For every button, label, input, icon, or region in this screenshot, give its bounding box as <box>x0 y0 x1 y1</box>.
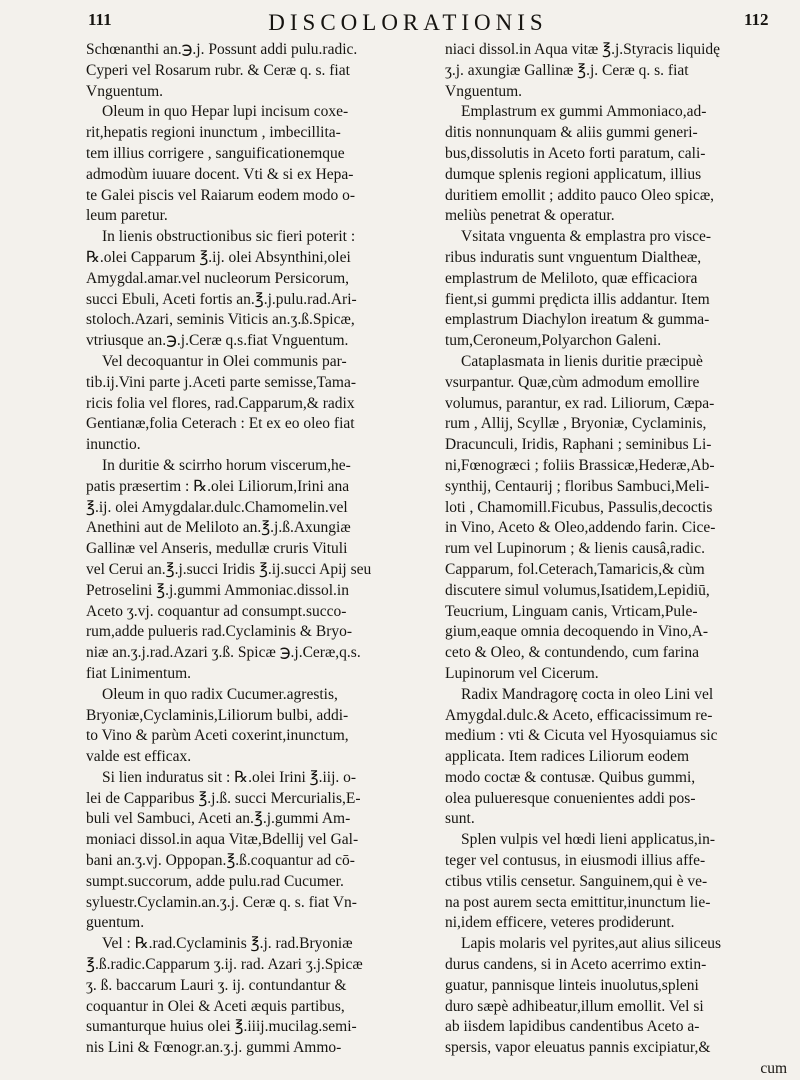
text-line: Oleum in quo Hepar lupi incisum coxe- <box>102 103 349 121</box>
text-line: medium : vti & Cicuta vel Hyosquiamus sic <box>445 727 718 745</box>
text-line: ℥.ß.radic.Capparum ʒ.ij. rad. Azari ʒ.j.Spicæ <box>86 956 363 974</box>
text-line: ditis nonnunquam & aliis gummi generi- <box>445 124 698 142</box>
text-line: lei de Capparibus ℥.j.ß. succi Mercurialis,E- <box>86 789 361 807</box>
text-line: Lapis molaris vel pyrites,aut alius siliceus <box>461 935 722 953</box>
text-line: ab iisdem lapidibus candentibus Aceto a- <box>445 1018 700 1036</box>
text-line: In lienis obstructionibus sic fieri poterit : <box>102 228 356 246</box>
text-line: Capparum, fol.Ceterach,Tamaricis,& cùm <box>445 560 705 578</box>
text-line: nis Lini & Fœnogr.an.ʒ.j. gummi Ammo- <box>86 1039 342 1057</box>
text-line: inunctio. <box>86 436 141 454</box>
text-line: Teucrium, Linguam canis, Vrticam,Pule- <box>445 602 698 620</box>
text-line: rum,adde pulueris rad.Cyclaminis & Bryo- <box>86 623 353 641</box>
folio-right: 112 <box>744 10 769 29</box>
text-line: In duritie & scirrho horum viscerum,he- <box>102 456 351 474</box>
running-title: DISCOLORATIONIS <box>268 10 548 35</box>
text-line: dumque splenis regioni applicatum, illius <box>445 165 702 183</box>
text-line: Anethini aut de Meliloto an.℥.j.ß.Axungiæ <box>86 519 351 537</box>
text-line: Vsitata vnguenta & emplastra pro visce- <box>461 228 712 246</box>
text-line: Cyperi vel Rosarum rubr. & Ceræ q. s. fiat <box>86 61 350 79</box>
text-line: fiat Linimentum. <box>86 664 192 682</box>
text-line: Dracunculi, Iridis, Raphani ; seminibus Li- <box>445 436 712 454</box>
text-line: ctibus vtilis censetur. Sanguinem,qui è ve- <box>445 872 708 890</box>
text-line: ricis folia vel flores, rad.Capparum,& radix <box>86 394 355 412</box>
text-line: duritiem emollit ; addito pauco Oleo spicæ, <box>445 186 715 204</box>
text-line: ni,idem efficere, veteres prodiderunt. <box>445 914 675 932</box>
text-line: coquantur in Olei & Aceti æquis partibus, <box>86 997 345 1015</box>
text-line: durus candens, si in Aceto acerrimo extin- <box>445 956 707 974</box>
text-line: Amygdal.dulc.& Aceto, efficacissimum re- <box>445 706 713 724</box>
text-line: ʒ. ß. baccarum Lauri ʒ. ij. contundantur & <box>86 976 347 994</box>
text-line: Schœnanthi an.℈.j. Possunt addi pulu.radic. <box>86 41 358 58</box>
text-line: bus,dissolutis in Aceto forti paratum, cali- <box>445 144 706 162</box>
text-line: Oleum in quo radix Cucumer.agrestis, <box>102 685 338 703</box>
text-line: olea pulueresque conuenientes addi pos- <box>445 789 696 807</box>
text-line: admodùm iuuare docent. Vti & si ex Hepa- <box>86 165 354 183</box>
text-line: rit,hepatis regioni inunctum , imbecillita- <box>86 124 341 142</box>
text-line: patis præsertim : ℞.olei Liliorum,Irini ana <box>86 477 350 495</box>
text-line: Emplastrum ex gummi Ammoniaco,ad- <box>461 103 707 121</box>
text-line: modo coctæ & contusæ. Quibus gummi, <box>445 768 696 786</box>
text-line: succi Ebuli, Aceti fortis an.℥.j.pulu.rad.Ari- <box>86 290 357 308</box>
text-line: ribus induratis sunt vnguentum Dialtheæ, <box>445 248 702 266</box>
text-line: guatur, pannisque linteis inuolutus,spleni <box>445 976 699 994</box>
text-line: Vel : ℞.rad.Cyclaminis ℥.j. rad.Bryoniæ <box>102 935 353 953</box>
text-line: valde est efficax. <box>86 748 192 766</box>
text-line: tem illius corrigere , sanguificationemque <box>86 144 345 162</box>
text-line: rum , Allij, Scyllæ , Bryoniæ, Cyclaminis, <box>445 415 707 433</box>
text-line: emplastrum Diachylon ireatum & gumma- <box>445 311 710 329</box>
text-line: Amygdal.amar.vel nucleorum Persicorum, <box>86 269 350 287</box>
text-line: emplastrum de Meliloto, quæ efficaciora <box>445 269 698 287</box>
text-line: Petroselini ℥.j.gummi Ammoniac.dissol.in <box>86 581 349 599</box>
text-line: sumpt.succorum, adde pulu.rad Cucumer. <box>86 872 344 890</box>
text-line: Vnguentum. <box>445 82 523 100</box>
text-line: Lupinorum vel Cicerum. <box>445 664 599 682</box>
text-line: vtriusque an.℈.j.Ceræ q.s.fiat Vnguentum. <box>86 332 349 350</box>
folio-left: 111 <box>88 10 112 29</box>
text-line: Aceto ʒ.vj. coquantur ad consumpt.succo- <box>86 602 347 620</box>
text-line: ceto & Oleo, & contundendo, cum farina <box>445 644 699 662</box>
text-line: vel Cerui an.℥.j.succi Iridis ℥.ij.succi Apij seu <box>86 560 372 578</box>
text-line: duro sæpè adhibeatur,illum emollit. Vel si <box>445 997 704 1015</box>
text-line: vsurpantur. Quæ,cùm admodum emollire <box>445 373 700 391</box>
text-line: synthij, Centaurij ; floribus Sambuci,Meli- <box>445 477 710 495</box>
text-line: niæ an.ʒ.j.rad.Azari ʒ.ß. Spicæ ℈.j.Ceræ,q.s. <box>86 644 361 662</box>
text-line: buli vel Sambuci, Aceti an.℥.j.gummi Am- <box>86 810 351 828</box>
text-line: Si lien induratus sit : ℞.olei Irini ℥.iij. o- <box>102 768 357 786</box>
text-line: ni,Fœnogræci ; foliis Brassicæ,Hederæ,Ab- <box>445 456 715 474</box>
text-line: volumus, parantur, ex rad. Liliorum, Cæpa- <box>445 394 715 412</box>
text-line: stoloch.Azari, seminis Viticis an.ʒ.ß.Spicæ, <box>86 311 355 329</box>
text-line: moniaci dissol.in aqua Vitæ,Bdellij vel Gal- <box>86 831 359 849</box>
text-line: ℥.ij. olei Amygdalar.dulc.Chamomelin.vel <box>86 498 348 516</box>
text-line: niaci dissol.in Aqua vitæ ℥.j.Styracis liquidę <box>445 41 721 58</box>
text-line: fient,si gummi prędicta illis addantur. Item <box>445 290 710 308</box>
text-line: ℞.olei Capparum ℥.ij. olei Absynthini,olei <box>86 248 351 266</box>
text-line: Bryoniæ,Cyclaminis,Liliorum bulbi, addi- <box>86 706 349 724</box>
text-line: Gentianæ,folia Ceterach : Et ex eo oleo fiat <box>86 415 355 433</box>
text-line: applicata. Item radices Liliorum eodem <box>445 748 690 766</box>
text-line: guentum. <box>86 914 145 932</box>
text-line: discutere simul volumus,Isatidem,Lepidiū, <box>445 581 710 599</box>
text-line: Vel decoquantur in Olei communis par- <box>102 352 347 370</box>
text-line: Radix Mandragorę cocta in oleo Lini vel <box>461 685 714 703</box>
text-line: gium,eaque omnia decoquendo in Vino,A- <box>445 623 709 641</box>
text-line: spersis, vapor eleuatus pannis excipiatur,& <box>445 1039 711 1057</box>
text-line: sunt. <box>445 810 475 828</box>
text-line: Gallinæ vel Anseris, medullæ cruris Vituli <box>86 540 348 558</box>
text-line: rum vel Lupinorum ; & lienis causâ,radic. <box>445 540 705 558</box>
text-line: teger vel contusus, in eiusmodi illius affe- <box>445 852 706 870</box>
right-text-column <box>445 40 795 1080</box>
text-line: in Vino, Aceto & Oleo,addendo farin. Cice- <box>445 519 716 537</box>
text-line: meliùs penetrat & operatur. <box>445 207 615 225</box>
text-line: tum,Ceroneum,Polyarchon Galeni. <box>445 332 662 350</box>
text-line: Splen vulpis vel hœdi lieni applicatus,in- <box>461 831 715 849</box>
text-line: tib.ij.Vini parte j.Aceti parte semisse,Tama- <box>86 373 357 391</box>
text-line: ʒ.j. axungiæ Gallinæ ℥.j. Ceræ q. s. fiat <box>445 61 689 79</box>
text-line: Vnguentum. <box>86 82 164 100</box>
text-line: syluestr.Cyclamin.an.ʒ.j. Ceræ q. s. fiat Vn- <box>86 893 357 911</box>
text-line: Cataplasmata in lienis duritie præcipuè <box>461 352 703 370</box>
text-line: na post aurem secta emittitur,inunctum lie- <box>445 893 711 911</box>
text-line: loti , Chamomill.Ficubus, Passulis,decoctis <box>445 498 713 516</box>
text-line: sumanturque huius olei ℥.iiij.mucilag.semi- <box>86 1018 357 1036</box>
text-line: te Galei piscis vel Raiarum eodem modo o- <box>86 186 356 204</box>
left-text-column <box>86 40 436 1059</box>
catchword: cum <box>760 1060 787 1078</box>
text-line: to Vino & parùm Aceti coxerint,inunctum, <box>86 727 349 745</box>
text-line: bani an.ʒ.vj. Oppopan.℥.ß.coquantur ad cō- <box>86 852 355 870</box>
text-line: leum paretur. <box>86 207 168 225</box>
